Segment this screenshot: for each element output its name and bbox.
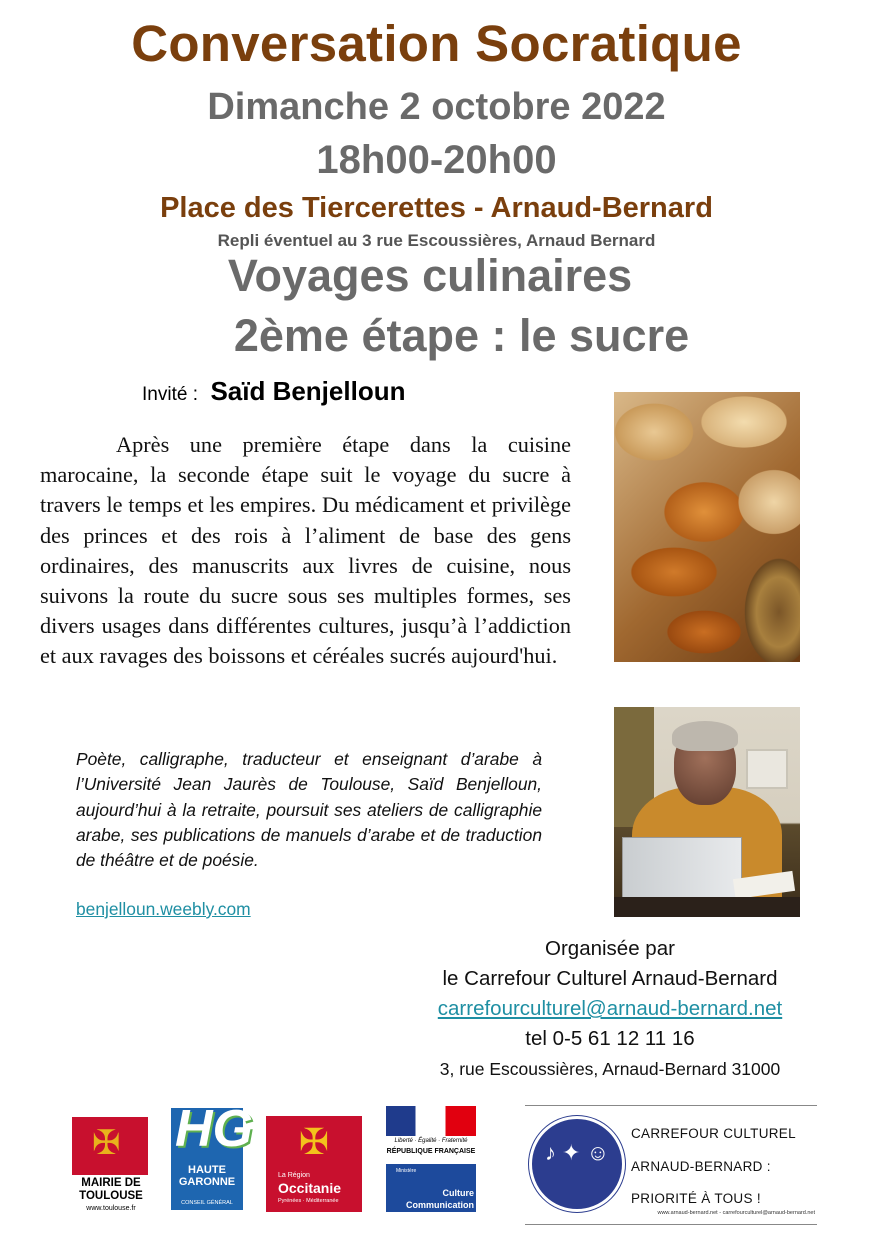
haute-garonne-logo: [171, 1094, 253, 1210]
guest-line: [142, 376, 405, 407]
toulouse-logo-url: www.toulouse.fr: [86, 1205, 136, 1212]
theme-title: Voyages culinaires: [227, 250, 633, 301]
page-title: Conversation Socratique: [131, 15, 742, 72]
toulouse-logo-name: MAIRIE DE TOULOUSE: [79, 1177, 143, 1202]
occitanie-logo: [266, 1116, 362, 1212]
ccab-urls: www.arnaud-bernard.net - carrefourculturel@arnaud-bernard.net: [657, 1210, 815, 1216]
ccab-line2: ARNAUD-BERNARD :: [631, 1159, 771, 1174]
occitanie-sub: Pyrénées · Méditerranée: [278, 1198, 339, 1204]
organizer-name: le Carrefour Culturel Arnaud-Bernard: [442, 967, 778, 990]
dancing-figures-icon: ♪ ✦ ☺: [544, 1140, 610, 1165]
organizer-block: [380, 934, 840, 1084]
hg-logo-name: HAUTE GARONNE: [178, 1164, 236, 1188]
guest-bio: Poète, calligraphe, traducteur et enseignant d’arabe à l’Université Jean Jaurès de Toulouse, Saïd Benjelloun, aujourd’hui à la retraite, poursuit ses ateliers de calligraphie arabe, ses publications de manuels d’arabe et de traduction de théâtre et de poésie.: [76, 749, 542, 871]
occitan-cross-icon: ✠: [92, 1124, 121, 1162]
ccab-line3: PRIORITÉ À TOUS !: [631, 1191, 761, 1206]
organizer-address: 3, rue Escoussières, Arnaud-Bernard 31000: [439, 1059, 781, 1079]
event-place: Place des Tiercerettes - Arnaud-Bernard: [160, 192, 713, 224]
rf-culture: Culture: [442, 1188, 474, 1198]
occitanie-name: Occitanie: [278, 1180, 342, 1196]
rf-name: RÉPUBLIQUE FRANÇAISE: [386, 1148, 476, 1155]
hg-mark: HG: [175, 1100, 253, 1158]
organizer-email-link[interactable]: carrefourculturel@arnaud-bernard.net: [437, 997, 783, 1020]
carrefour-culturel-logo: [525, 1105, 817, 1225]
mairie-toulouse-logo: [72, 1117, 150, 1213]
guest-name: Saïd Benjelloun: [210, 376, 406, 406]
guest-website-link[interactable]: benjelloun.weebly.com: [76, 899, 251, 919]
event-date: Dimanche 2 octobre 2022: [207, 86, 666, 128]
ccab-line1: CARREFOUR CULTUREL: [631, 1126, 796, 1141]
organizer-phone: tel 0-5 61 12 11 16: [525, 1027, 695, 1050]
occitan-cross-icon: ✠: [298, 1121, 330, 1162]
intro-paragraph: Après une première étape dans la cuisine marocaine, la seconde étape suit le voyage du sucre à travers le temps et les empires. Du médicament et privilège des princes et des rois à l’aliment de base des gens ordinaires, des manuscrits aux livres de cuisine, nous suivons la route du sucre sous ses multiples formes, ses divers usages dans différentes cultures, jusqu’à l’addiction et aux ravages des boissons et céréales sucrés aujourd'hui.: [40, 432, 571, 669]
rf-ministry: Ministère: [396, 1168, 417, 1174]
pastries-photo: [614, 392, 800, 662]
marianne-flag-icon: [386, 1106, 476, 1136]
guest-label: Invité :: [142, 384, 198, 405]
theme-subtitle: 2ème étape : le sucre: [233, 310, 690, 361]
rf-motto: Liberté · Égalité · Fraternité: [394, 1138, 468, 1144]
fallback-location: Repli éventuel au 3 rue Escoussières, Arnaud Bernard: [217, 231, 656, 250]
rf-communication: Communication: [405, 1200, 474, 1210]
organizer-intro: Organisée par: [545, 937, 675, 960]
hg-logo-sub: CONSEIL GÉNÉRAL: [181, 1200, 233, 1206]
event-time: 18h00-20h00: [316, 138, 557, 182]
republique-francaise-logo: [386, 1106, 476, 1212]
speaker-photo: [614, 707, 800, 917]
occitanie-pre: La Région: [278, 1172, 310, 1179]
